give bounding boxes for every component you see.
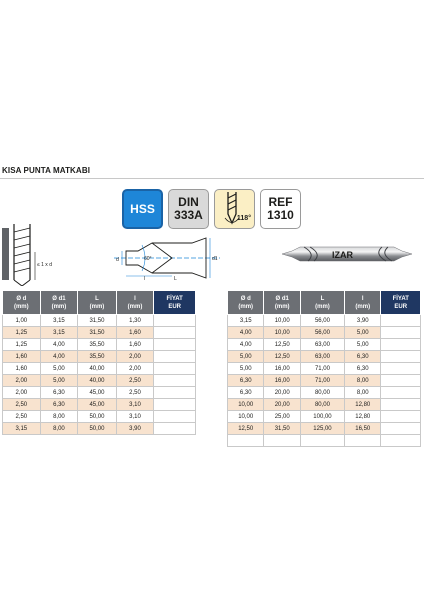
table-cell: 35,50 <box>78 351 116 363</box>
table-cell: 10,00 <box>228 411 264 423</box>
table-cell: 56,00 <box>300 327 344 339</box>
col-price-header: FİYAT EUR <box>154 291 196 315</box>
page-title: KISA PUNTA MATKABI <box>2 166 91 175</box>
table-cell: 80,00 <box>300 387 344 399</box>
table-cell: 100,00 <box>300 411 344 423</box>
table-cell: 6,30 <box>345 351 381 363</box>
table-cell: 3,15 <box>40 327 78 339</box>
depth-label: ≤ 1 x d <box>37 262 52 268</box>
table-cell: 4,00 <box>40 339 78 351</box>
price-cell <box>381 351 421 363</box>
table-cell: 4,00 <box>228 339 264 351</box>
table-cell: 3,15 <box>228 315 264 327</box>
table-cell: 2,00 <box>116 351 154 363</box>
price-cell <box>154 363 196 375</box>
price-cell <box>154 399 196 411</box>
table-cell: 71,00 <box>300 363 344 375</box>
table-cell: 1,25 <box>3 327 41 339</box>
table-row <box>3 387 196 399</box>
col-total-length-header: L (mm) <box>78 291 116 315</box>
price-cell <box>154 423 196 435</box>
table-row <box>228 387 421 399</box>
col-total-length-header: L (mm) <box>300 291 344 315</box>
cone-angle-label: 60° <box>144 256 152 262</box>
table-row <box>3 327 196 339</box>
diameter-d1-label: d1 <box>212 256 218 262</box>
diameter-d-label: d <box>116 257 119 263</box>
price-cell <box>154 411 196 423</box>
table-cell: 125,00 <box>300 423 344 435</box>
table-row <box>3 339 196 351</box>
table-row <box>3 363 196 375</box>
ref-label-line1: REF <box>268 195 293 209</box>
table-cell: 8,00 <box>345 387 381 399</box>
table-cell: 5,00 <box>228 351 264 363</box>
table-cell: 5,00 <box>40 375 78 387</box>
size-table-left <box>2 290 196 435</box>
table-cell: 1,30 <box>116 315 154 327</box>
table-cell: 3,90 <box>345 315 381 327</box>
table-row <box>228 363 421 375</box>
table-cell: 5,00 <box>228 363 264 375</box>
ref-label-line2: 1310 <box>267 208 294 222</box>
table-cell: 2,50 <box>116 387 154 399</box>
table-row <box>228 375 421 387</box>
table-cell <box>264 435 300 447</box>
table-row <box>228 351 421 363</box>
table-cell: 1,00 <box>3 315 41 327</box>
table-cell: 20,00 <box>264 387 300 399</box>
table-cell: 3,10 <box>116 411 154 423</box>
table-cell: 10,00 <box>264 315 300 327</box>
table-cell: 3,15 <box>3 423 41 435</box>
price-cell <box>381 375 421 387</box>
price-cell <box>154 375 196 387</box>
table-cell: 10,00 <box>228 399 264 411</box>
price-cell <box>154 315 196 327</box>
table-cell: 1,60 <box>3 363 41 375</box>
price-cell <box>381 435 421 447</box>
price-cell <box>381 399 421 411</box>
col-price-header: FİYAT EUR <box>381 291 421 315</box>
table-cell: 2,50 <box>116 375 154 387</box>
table-cell: 31,50 <box>78 327 116 339</box>
table-cell: 12,50 <box>228 423 264 435</box>
table-row <box>228 327 421 339</box>
price-cell <box>154 339 196 351</box>
table-cell: 12,80 <box>345 411 381 423</box>
table-cell: 45,00 <box>78 399 116 411</box>
table-cell: 12,80 <box>345 399 381 411</box>
price-cell <box>381 423 421 435</box>
price-cell <box>154 387 196 399</box>
table-cell: 50,00 <box>78 423 116 435</box>
table-cell: 80,00 <box>300 399 344 411</box>
table-cell: 6,30 <box>345 363 381 375</box>
point-angle-badge <box>214 189 255 229</box>
price-cell <box>381 327 421 339</box>
standard-label-line2: 333A <box>174 208 203 222</box>
table-cell: 35,50 <box>78 339 116 351</box>
table-cell: 6,30 <box>40 387 78 399</box>
table-cell: 8,00 <box>40 411 78 423</box>
table-row <box>228 423 421 435</box>
table-row <box>3 411 196 423</box>
table-cell <box>345 435 381 447</box>
table-row <box>228 315 421 327</box>
length-l-label: l <box>144 276 146 280</box>
table-cell: 31,50 <box>78 315 116 327</box>
table-cell: 10,00 <box>264 327 300 339</box>
ref-badge <box>260 189 301 229</box>
table-cell <box>228 435 264 447</box>
center-drill-image <box>282 236 412 272</box>
table-cell: 5,00 <box>40 363 78 375</box>
table-row <box>3 351 196 363</box>
table-cell: 2,50 <box>3 399 41 411</box>
price-cell <box>381 411 421 423</box>
table-cell: 16,00 <box>264 363 300 375</box>
table-cell: 1,60 <box>116 339 154 351</box>
table-cell: 8,00 <box>40 423 78 435</box>
table-cell: 40,00 <box>78 375 116 387</box>
table-cell: 6,30 <box>228 375 264 387</box>
col-tip-length-header: l (mm) <box>345 291 381 315</box>
table-cell: 5,00 <box>345 327 381 339</box>
col-diameter1-header: Ø d1 (mm) <box>40 291 78 315</box>
table-cell: 12,50 <box>264 339 300 351</box>
price-cell <box>381 315 421 327</box>
col-diameter-header: Ø d (mm) <box>228 291 264 315</box>
table-cell: 63,00 <box>300 351 344 363</box>
table-row <box>3 375 196 387</box>
table-cell: 50,00 <box>78 411 116 423</box>
table-row <box>3 315 196 327</box>
brand-label: IZAR <box>332 250 353 260</box>
table-cell: 3,15 <box>40 315 78 327</box>
table-cell: 45,00 <box>78 387 116 399</box>
table-cell: 6,30 <box>40 399 78 411</box>
price-cell <box>381 339 421 351</box>
table-cell: 1,60 <box>116 327 154 339</box>
table-cell: 1,25 <box>3 339 41 351</box>
table-cell: 4,00 <box>40 351 78 363</box>
material-label: HSS <box>130 201 155 216</box>
table-cell: 16,50 <box>345 423 381 435</box>
point-angle-label: 118° <box>236 215 251 222</box>
material-badge <box>122 189 163 229</box>
standard-label-line1: DIN <box>178 195 199 209</box>
table-cell: 2,00 <box>116 363 154 375</box>
table-cell: 4,00 <box>228 327 264 339</box>
table-cell: 16,00 <box>264 375 300 387</box>
table-cell: 2,00 <box>3 387 41 399</box>
table-cell: 31,50 <box>264 423 300 435</box>
table-row <box>228 411 421 423</box>
tip-dimension-drawing <box>114 236 224 280</box>
hole-section-drawing <box>2 224 64 286</box>
col-tip-length-header: l (mm) <box>116 291 154 315</box>
table-row <box>228 435 421 447</box>
price-cell <box>381 387 421 399</box>
table-cell: 63,00 <box>300 339 344 351</box>
length-L-label: L <box>174 276 177 280</box>
table-cell: 8,00 <box>345 375 381 387</box>
table-cell: 6,30 <box>228 387 264 399</box>
col-diameter1-header: Ø d1 (mm) <box>264 291 300 315</box>
price-cell <box>154 327 196 339</box>
table-cell: 2,00 <box>3 375 41 387</box>
price-cell <box>381 363 421 375</box>
table-cell: 1,60 <box>3 351 41 363</box>
price-cell <box>154 351 196 363</box>
size-table-right <box>227 290 421 447</box>
table-cell: 5,00 <box>345 339 381 351</box>
table-cell: 40,00 <box>78 363 116 375</box>
table-cell: 56,00 <box>300 315 344 327</box>
table-row <box>228 399 421 411</box>
table-cell: 3,90 <box>116 423 154 435</box>
standard-badge <box>168 189 209 229</box>
title-divider <box>0 178 424 179</box>
table-cell: 71,00 <box>300 375 344 387</box>
table-cell: 12,50 <box>264 351 300 363</box>
table-cell <box>300 435 344 447</box>
table-cell: 2,50 <box>3 411 41 423</box>
table-row <box>228 339 421 351</box>
table-cell: 20,00 <box>264 399 300 411</box>
table-cell: 25,00 <box>264 411 300 423</box>
table-cell: 3,10 <box>116 399 154 411</box>
col-diameter-header: Ø d (mm) <box>3 291 41 315</box>
table-row <box>3 399 196 411</box>
table-row <box>3 423 196 435</box>
